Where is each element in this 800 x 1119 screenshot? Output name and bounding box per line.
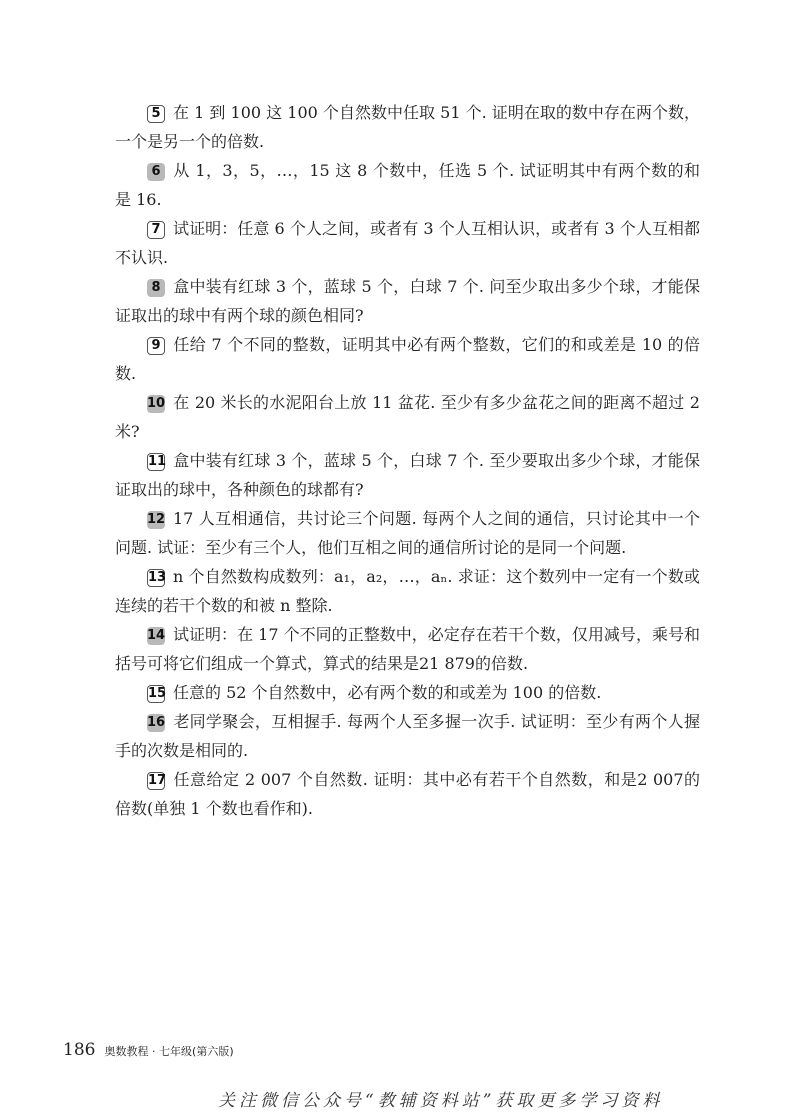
problem-number-badge: 14: [147, 628, 166, 643]
problem-item: [115, 272, 700, 330]
problem-item: [115, 98, 700, 156]
problem-text: 在 1 到 100 这 100 个自然数中任取 51 个. 证明在取的数中存在两个数，一个是另一个的倍数.: [115, 103, 700, 151]
problem-text: 盒中装有红球 3 个，蓝球 5 个，白球 7 个. 问至少取出多少个球，才能保证取出的球中有两个球的颜色相同?: [115, 277, 700, 325]
problem-number-badge: 8: [147, 279, 165, 297]
problem-number-badge: 9: [147, 337, 165, 355]
problem-text: 试证明：任意 6 个人之间，或者有 3 个人互相认识，或者有 3 个人互相都不认识.: [115, 219, 700, 267]
page-number: 186: [63, 1040, 96, 1060]
problem-number-badge: 11: [148, 454, 167, 469]
problem-item: [115, 330, 700, 388]
problem-number-badge: 10: [147, 396, 166, 411]
problem-item: [115, 156, 700, 214]
problem-item: [115, 707, 700, 765]
problem-text: 老同学聚会，互相握手. 每两个人至多握一次手. 试证明：至少有两个人握手的次数是相同的.: [115, 712, 700, 760]
problem-number-badge: 17: [148, 773, 167, 788]
problem-number-badge: 5: [147, 105, 165, 123]
problem-text: 任意的 52 个自然数中，必有两个数的和或差为 100 的倍数.: [173, 683, 602, 702]
problem-text: n 个自然数构成数列：a₁，a₂，…，aₙ. 求证：这个数列中一定有一个数或连续的若干个数的和被 n 整除.: [115, 567, 700, 615]
problem-item: [115, 504, 700, 562]
problem-number-badge: 6: [147, 163, 165, 181]
problem-item: [115, 620, 700, 678]
book-title: 奥数教程 · 七年级(第六版): [104, 1045, 234, 1058]
problem-text: 任给 7 个不同的整数，证明其中必有两个整数，它们的和或差是 10 的倍数.: [115, 335, 700, 383]
problem-text: 试证明：在 17 个不同的正整数中，必定存在若干个数，仅用减号，乘号和括号可将它们组成一个算式，算式的结果是21 879的倍数.: [115, 625, 700, 673]
problem-number-badge: 15: [148, 686, 167, 701]
problem-item: [115, 388, 700, 446]
problem-text: 17 人互相通信，共讨论三个问题. 每两个人之间的通信，只讨论其中一个问题. 试证：至少有三个人，他们互相之间的通信所讨论的是同一个问题.: [115, 509, 700, 557]
problem-number-badge: 16: [147, 715, 166, 730]
problem-number-badge: 12: [147, 512, 166, 527]
problem-item: [115, 678, 700, 707]
problem-list: [115, 98, 700, 823]
problem-item: [115, 214, 700, 272]
problem-text: 盒中装有红球 3 个，蓝球 5 个，白球 7 个. 至少要取出多少个球，才能保证取出的球中，各种颜色的球都有?: [115, 451, 700, 499]
problem-item: [115, 562, 700, 620]
problem-number-badge: 7: [147, 221, 165, 239]
problem-item: [115, 446, 700, 504]
problem-text: 任意给定 2 007 个自然数. 证明：其中必有若干个自然数，和是2 007的倍数(单独 1 个数也看作和).: [115, 770, 700, 818]
problem-item: [115, 765, 700, 823]
problem-number-badge: 13: [148, 570, 167, 585]
page-footer: [63, 1040, 234, 1060]
watermark-text: 关注微信公众号“教辅资料站”获取更多学习资料: [218, 1091, 664, 1111]
problem-text: 在 20 米长的水泥阳台上放 11 盆花. 至少有多少盆花之间的距离不超过 2 米?: [115, 393, 700, 441]
problem-text: 从 1，3，5，…，15 这 8 个数中，任选 5 个. 试证明其中有两个数的和是 16.: [115, 161, 700, 209]
